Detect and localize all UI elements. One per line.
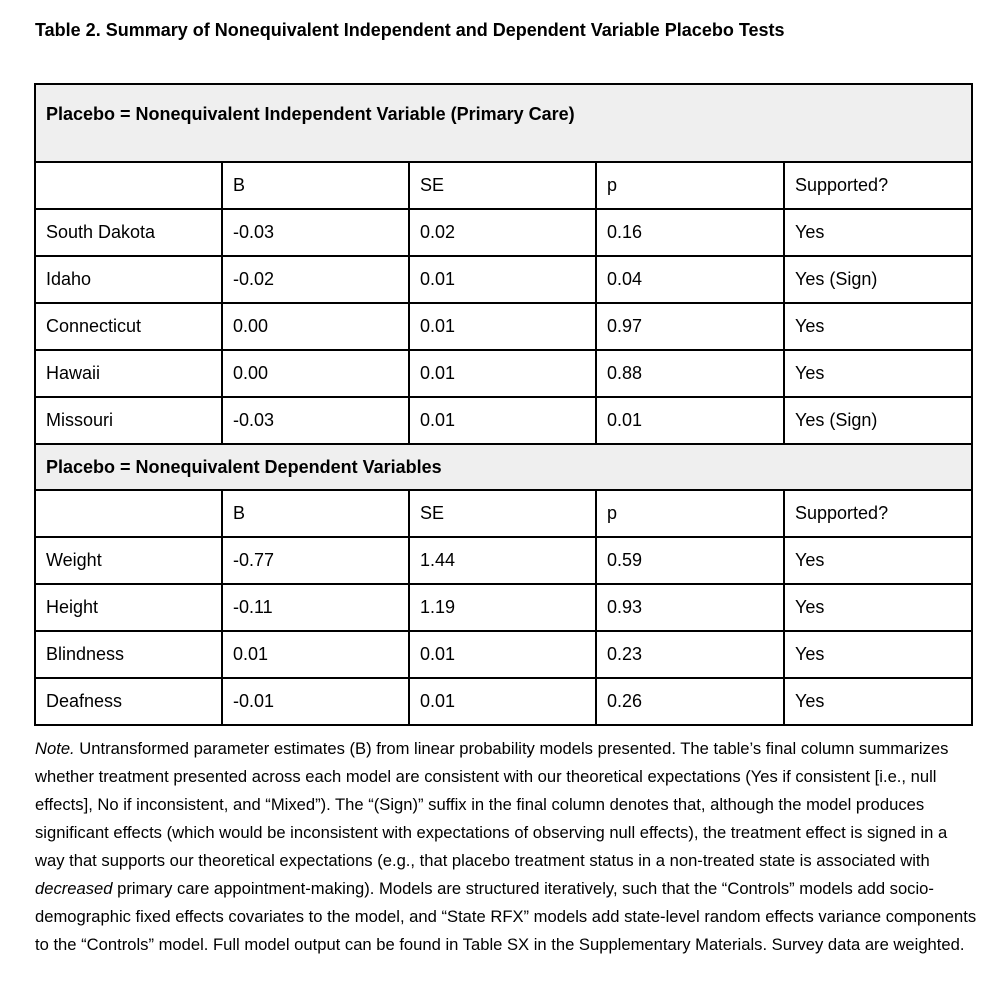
table-cell: Yes bbox=[784, 631, 972, 678]
row-label: Deafness bbox=[35, 678, 222, 725]
table-cell: 0.02 bbox=[409, 209, 596, 256]
table-body bbox=[35, 84, 972, 725]
row-label: Blindness bbox=[35, 631, 222, 678]
row-label: South Dakota bbox=[35, 209, 222, 256]
table-row bbox=[35, 350, 972, 397]
table-cell: 0.01 bbox=[409, 631, 596, 678]
section-heading: Placebo = Nonequivalent Independent Variable (Primary Care) bbox=[35, 84, 972, 162]
row-label: Missouri bbox=[35, 397, 222, 444]
table-cell: 0.01 bbox=[596, 397, 784, 444]
table-cell: 0.97 bbox=[596, 303, 784, 350]
table-cell: 0.01 bbox=[222, 631, 409, 678]
table-row bbox=[35, 303, 972, 350]
placebo-tests-table bbox=[34, 83, 973, 726]
row-label: Weight bbox=[35, 537, 222, 584]
column-header: B bbox=[222, 490, 409, 537]
table-note bbox=[35, 735, 980, 959]
row-label: Connecticut bbox=[35, 303, 222, 350]
table-cell: Yes (Sign) bbox=[784, 397, 972, 444]
table-cell: Yes bbox=[784, 678, 972, 725]
table-cell: Yes bbox=[784, 537, 972, 584]
table-cell: 0.93 bbox=[596, 584, 784, 631]
table-row bbox=[35, 209, 972, 256]
column-header: p bbox=[596, 490, 784, 537]
table-cell: -0.03 bbox=[222, 397, 409, 444]
table-cell: -0.11 bbox=[222, 584, 409, 631]
column-header bbox=[35, 490, 222, 537]
row-label: Hawaii bbox=[35, 350, 222, 397]
section-heading-row bbox=[35, 84, 972, 162]
table-cell: 1.19 bbox=[409, 584, 596, 631]
table-cell: -0.02 bbox=[222, 256, 409, 303]
column-header: SE bbox=[409, 162, 596, 209]
note-label: Note. bbox=[35, 739, 75, 758]
table-title: Table 2. Summary of Nonequivalent Independent and Dependent Variable Placebo Tests bbox=[35, 20, 785, 40]
row-label: Idaho bbox=[35, 256, 222, 303]
table-cell: Yes bbox=[784, 209, 972, 256]
table-cell: Yes (Sign) bbox=[784, 256, 972, 303]
table-row bbox=[35, 584, 972, 631]
section-heading-row bbox=[35, 444, 972, 490]
table-cell: 0.88 bbox=[596, 350, 784, 397]
table-cell: 0.01 bbox=[409, 397, 596, 444]
table-cell: Yes bbox=[784, 584, 972, 631]
table-cell: 0.16 bbox=[596, 209, 784, 256]
note-text-after: primary care appointment-making). Models are structured iteratively, such that the “Controls” models add socio-demographic fixed effects covariates to the model, and “State RFX” models add state-level random effects variance components to the “Controls” model. Full model output can be found in Table SX in the Supplementary Materials. Survey data are weighted. bbox=[35, 879, 977, 954]
table-cell: 0.01 bbox=[409, 678, 596, 725]
table-cell: -0.01 bbox=[222, 678, 409, 725]
table-cell: 0.00 bbox=[222, 303, 409, 350]
table-row bbox=[35, 631, 972, 678]
table-row bbox=[35, 678, 972, 725]
column-header: p bbox=[596, 162, 784, 209]
table-cell: 0.26 bbox=[596, 678, 784, 725]
column-header: B bbox=[222, 162, 409, 209]
column-header bbox=[35, 162, 222, 209]
table-cell: 0.59 bbox=[596, 537, 784, 584]
table-cell: 1.44 bbox=[409, 537, 596, 584]
table-cell: Yes bbox=[784, 350, 972, 397]
table-cell: 0.01 bbox=[409, 256, 596, 303]
section-heading: Placebo = Nonequivalent Dependent Variables bbox=[35, 444, 972, 490]
table-cell: 0.00 bbox=[222, 350, 409, 397]
table-cell: 0.01 bbox=[409, 350, 596, 397]
table-cell: -0.77 bbox=[222, 537, 409, 584]
column-header: SE bbox=[409, 490, 596, 537]
table-row bbox=[35, 256, 972, 303]
table-cell: 0.04 bbox=[596, 256, 784, 303]
table-row bbox=[35, 397, 972, 444]
column-header-row bbox=[35, 162, 972, 209]
table-row bbox=[35, 537, 972, 584]
table-cell: 0.23 bbox=[596, 631, 784, 678]
note-emphasis: decreased bbox=[35, 879, 113, 898]
table-cell: -0.03 bbox=[222, 209, 409, 256]
column-header-row bbox=[35, 490, 972, 537]
column-header: Supported? bbox=[784, 162, 972, 209]
column-header: Supported? bbox=[784, 490, 972, 537]
note-text-before: Untransformed parameter estimates (B) from linear probability models presented. The table’s final column summarizes whether treatment presented across each model are consistent with our theoretical expectations (Yes if consistent [i.e., null effects], No if inconsistent, and “Mixed”). The “(Sign)” suffix in the final column denotes that, although the model produces significant effects (which would be inconsistent with expectations of observing null effects), the treatment effect is signed in a way that supports our theoretical expectations (e.g., that placebo treatment status in a non-treated state is associated with bbox=[35, 739, 949, 870]
table-cell: 0.01 bbox=[409, 303, 596, 350]
table-cell: Yes bbox=[784, 303, 972, 350]
row-label: Height bbox=[35, 584, 222, 631]
